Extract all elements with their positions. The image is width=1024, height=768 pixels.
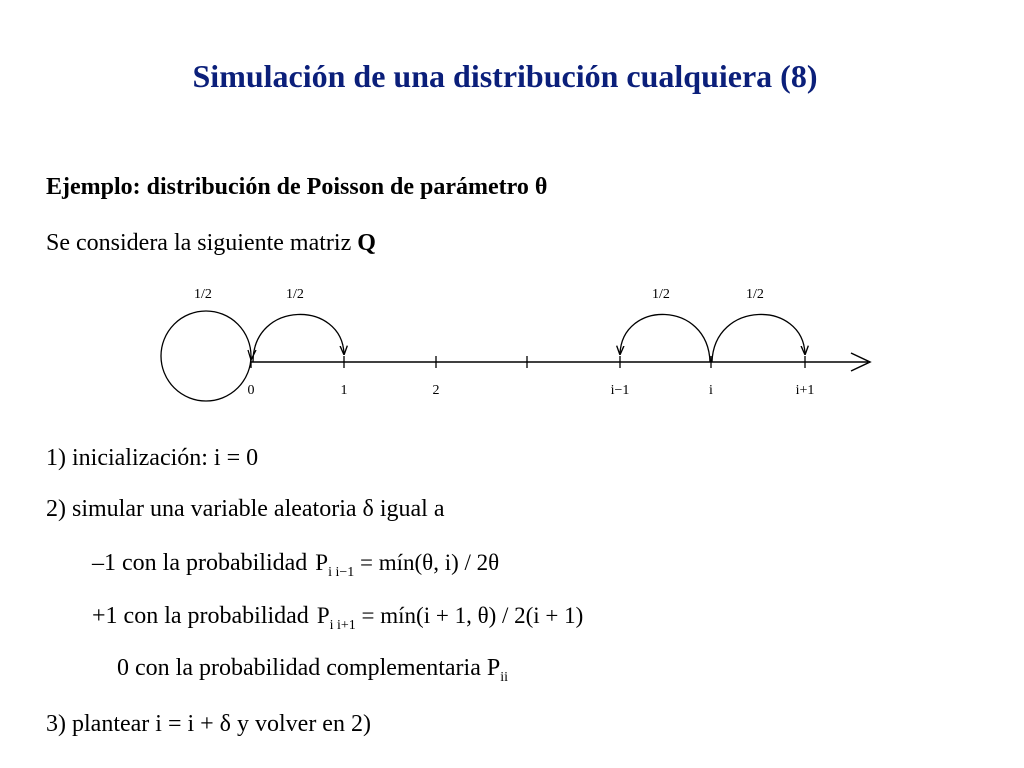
minus-text: –1 con la probabilidad [92,550,308,576]
slide-title: Simulación de una distribución cualquiera (8) [192,58,818,94]
case-minus-one [92,550,499,581]
example-heading: Ejemplo: distribución de Poisson de parámetro θ [46,174,548,200]
arc-label: 1/2 [652,287,670,302]
arc-i-to-i-minus-1 [620,314,710,362]
tick-label: 1 [340,383,348,398]
zero-sub: ii [500,670,508,685]
step-initialization: 1) inicialización: i = 0 [46,445,259,471]
step-simulate: 2) simular una variable aleatoria δ igual a [46,496,445,522]
step-update: 3) plantear i = i + δ y volver en 2) [46,711,371,737]
arc-label: 1/2 [286,287,304,302]
tick-label: i [709,383,713,398]
arc-label: 1/2 [746,287,764,302]
matrix-symbol: Q [357,230,376,256]
tick-label: 2 [432,383,440,398]
minus-formula-sub: i i−1 [328,565,355,580]
case-plus-one [92,603,583,634]
case-zero [117,655,508,686]
tick-label: i+1 [795,383,815,398]
minus-formula-rest: = mín(θ, i) / 2θ [354,550,500,575]
self-loop-0 [161,311,251,401]
plus-formula-rest: = mín(i + 1, θ) / 2(i + 1) [355,603,584,628]
loop-label: 1/2 [194,287,212,302]
plus-formula-p: P [316,603,330,628]
minus-formula [315,550,500,580]
matrix-text: Se considera la siguiente matriz [46,230,352,256]
tick-label: i−1 [610,383,630,398]
tick-label: 0 [247,383,255,398]
arc-0-to-1 [253,314,344,362]
markov-chain-diagram [0,270,1024,410]
plus-formula-sub: i i+1 [329,618,356,633]
plus-text: +1 con la probabilidad [92,603,309,629]
zero-text: 0 con la probabilidad complementaria P [117,655,501,681]
minus-formula-p: P [315,550,329,575]
self-loop-arrowhead [248,350,256,360]
matrix-statement [46,230,376,257]
plus-formula [316,603,584,633]
arc-i-to-i-plus-1 [712,314,805,362]
